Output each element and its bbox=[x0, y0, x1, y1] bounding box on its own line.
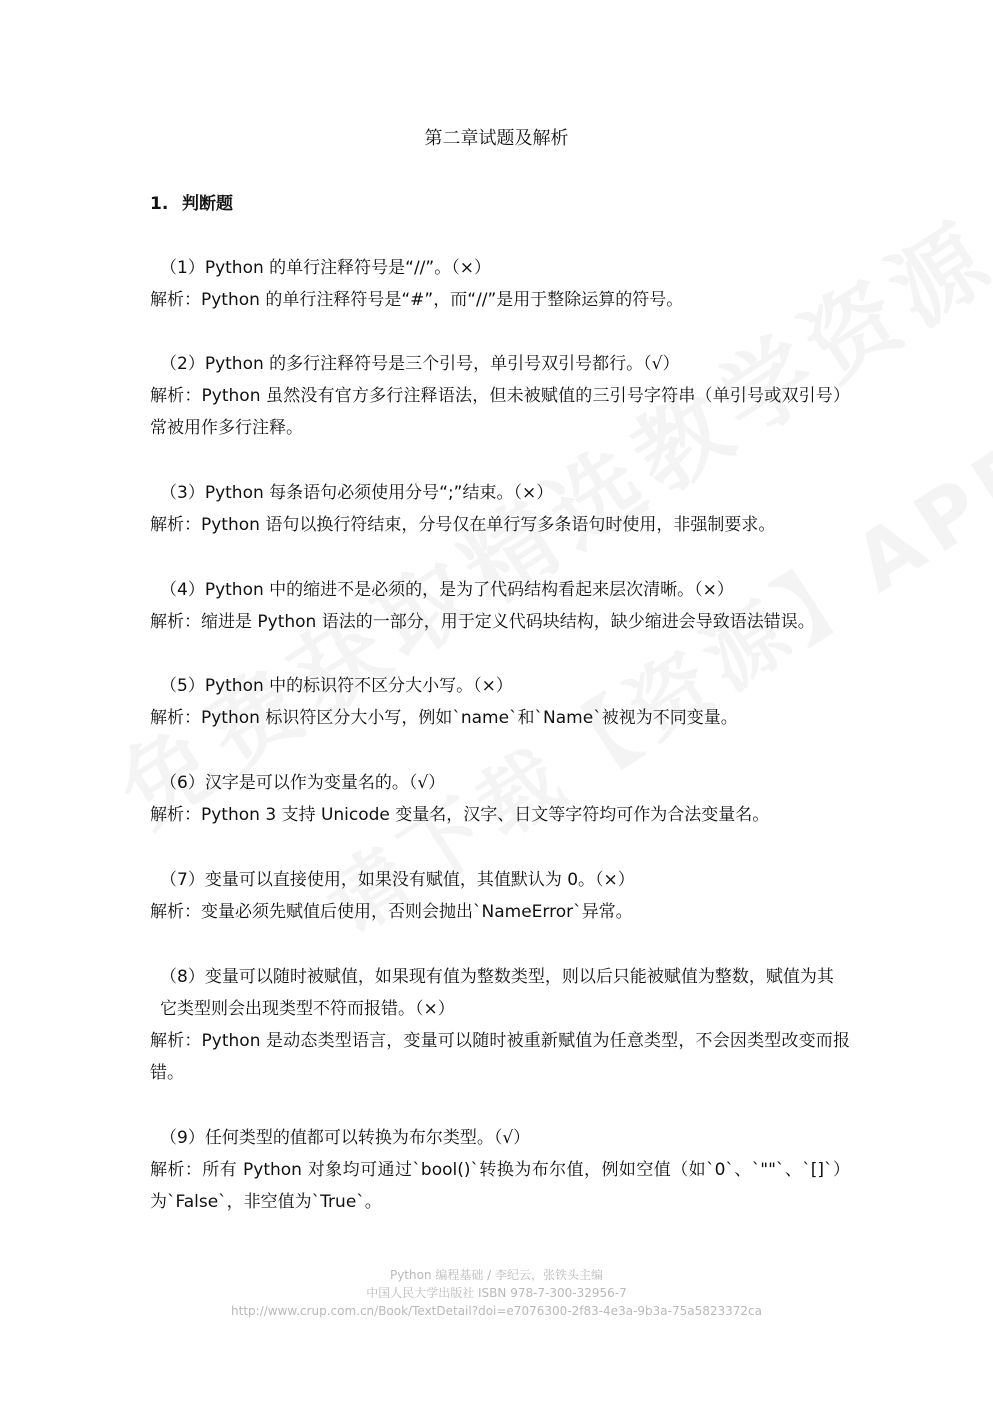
answer-text: 解析：Python 标识符区分大小写，例如`name`和`Name`被视为不同变量。 bbox=[150, 708, 738, 728]
answer-text: 解析：Python 3 支持 Unicode 变量名，汉字、日文等字符均可作为合法变量名。 bbox=[150, 805, 770, 825]
answer-text: 解析：Python 虽然没有官方多行注释语法，但未被赋值的三引号字符串（单引号或双引号）常被用作多行注释。 bbox=[150, 386, 850, 438]
question-text: （4）Python 中的缩进不是必须的，是为了代码结构看起来层次清晰。（×） bbox=[160, 580, 734, 600]
question-item bbox=[150, 961, 850, 1089]
question-item bbox=[150, 252, 850, 316]
question-text: （8）变量可以随时被赋值，如果现有值为整数类型，则以后只能被赋值为整数，赋值为其它类型则会出现类型不符而报错。（×） bbox=[160, 967, 834, 1019]
question-text: （3）Python 每条语句必须使用分号“;”结束。（×） bbox=[160, 483, 554, 503]
question-item bbox=[150, 864, 850, 928]
question-item bbox=[150, 574, 850, 638]
section-number: 1. bbox=[150, 194, 169, 214]
question-item bbox=[150, 1122, 850, 1218]
question-item bbox=[150, 670, 850, 734]
page-title: 第二章试题及解析 bbox=[424, 128, 569, 149]
question-text: （1）Python 的单行注释符号是“//”。（×） bbox=[160, 258, 491, 278]
answer-text: 解析：所有 Python 对象均可通过`bool()`转换为布尔值，例如空值（如`0`、`""`、`[]`）为`False`，非空值为`True`。 bbox=[150, 1160, 850, 1212]
question-text: （6）汉字是可以作为变量名的。（√） bbox=[160, 773, 446, 793]
answer-text: 解析：Python 是动态类型语言，变量可以随时被重新赋值为任意类型，不会因类型改变而报错。 bbox=[150, 1031, 850, 1083]
footer-publisher-info: 中国人民大学出版社 ISBN 978-7-300-32956-7 bbox=[366, 1286, 627, 1300]
question-text: （5）Python 中的标识符不区分大小写。（×） bbox=[160, 676, 513, 696]
section-heading bbox=[150, 189, 233, 214]
question-text: （9）任何类型的值都可以转换为布尔类型。（√） bbox=[160, 1128, 531, 1148]
question-text: （2）Python 的多行注释符号是三个引号，单引号双引号都行。（√） bbox=[160, 354, 680, 374]
question-item bbox=[150, 477, 850, 541]
answer-text: 解析：缩进是 Python 语法的一部分，用于定义代码块结构，缺少缩进会导致语法错误。 bbox=[150, 612, 815, 632]
answer-text: 解析：Python 语句以换行符结束，分号仅在单行写多条语句时使用，非强制要求。 bbox=[150, 515, 776, 535]
footer-book-info: Python 编程基础 / 李纪云，张铁头主编 bbox=[389, 1268, 604, 1282]
question-item bbox=[150, 767, 850, 831]
question-item bbox=[150, 348, 850, 444]
page-footer bbox=[0, 1266, 993, 1320]
answer-text: 解析：变量必须先赋值后使用，否则会抛出`NameError`异常。 bbox=[150, 902, 633, 922]
question-text: （7）变量可以直接使用，如果没有赋值，其值默认为 0。（×） bbox=[160, 870, 635, 890]
footer-url: http://www.crup.com.cn/Book/TextDetail?doi=e7076300-2f83-4e3a-9b3a-75a5823372ca bbox=[231, 1304, 762, 1318]
answer-text: 解析：Python 的单行注释符号是“#”，而“//”是用于整除运算的符号。 bbox=[150, 290, 684, 310]
section-title: 判断题 bbox=[182, 194, 233, 214]
